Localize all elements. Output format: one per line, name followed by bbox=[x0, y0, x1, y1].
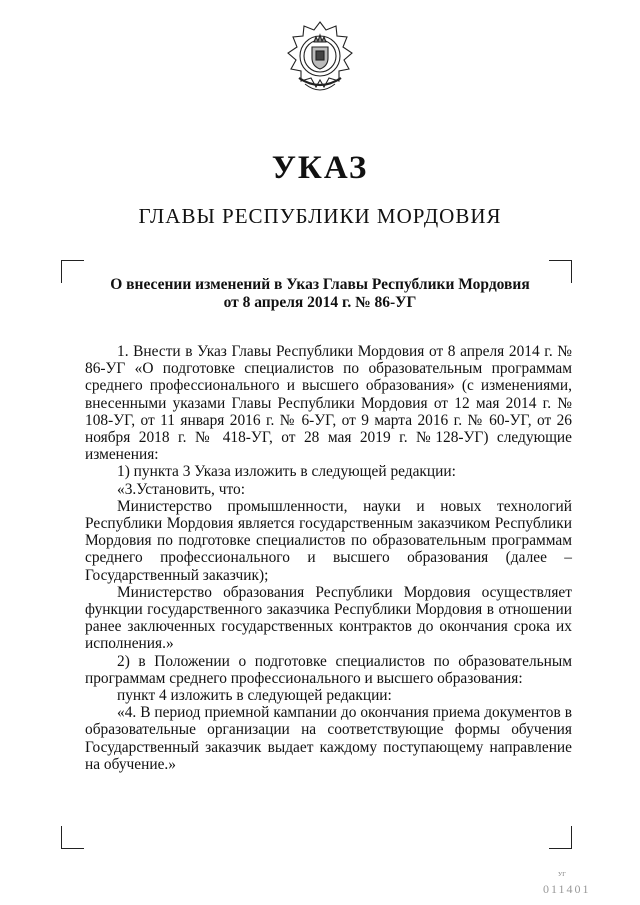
paragraph: пункт 4 изложить в следующей редакции: bbox=[117, 687, 392, 705]
footer-stamp: УГ bbox=[558, 872, 566, 878]
corner-mark-bottom-left bbox=[61, 826, 84, 849]
paragraph: 2) в Положении о подготовке специалистов по образовательным программам среднего профессионального и высшего образования: bbox=[85, 652, 572, 687]
decree-body bbox=[85, 343, 572, 773]
subject-line-1: О внесении изменений в Указ Главы Республики Мордовия bbox=[110, 276, 530, 293]
coat-of-arms-emblem bbox=[285, 20, 355, 98]
document-type-title: УКАЗ bbox=[271, 150, 369, 186]
corner-mark-top-right bbox=[549, 260, 572, 283]
page-number: 011401 bbox=[543, 882, 591, 896]
paragraph: «4. В период приемной кампании до окончания приема документов в образовательные организации на соответствующие формы обучения Государственный заказчик выдает каждому поступающему направление на обучение.» bbox=[85, 704, 572, 773]
decree-subject bbox=[100, 276, 540, 312]
paragraph: Министерство образования Республики Мордовия осуществляет функции государственного заказчика Республики Мордовия в отношении ранее заключенных государственных контрактов до окончания срока их исполнения.» bbox=[85, 583, 572, 653]
corner-mark-top-left bbox=[61, 260, 84, 283]
paragraph: Министерство промышленности, науки и новых технологий Республики Мордовия является государственным заказчиком Республики Мордовия по подготовке специалистов по образовательным программам среднего профессионального и высшего образования (далее – Государственный заказчик); bbox=[85, 497, 572, 584]
issuing-authority: ГЛАВЫ РЕСПУБЛИКИ МОРДОВИЯ bbox=[138, 204, 502, 228]
paragraph: 1) пункта 3 Указа изложить в следующей редакции: bbox=[117, 463, 456, 481]
paragraph: «3.Установить, что: bbox=[117, 480, 245, 498]
subject-line-2: от 8 апреля 2014 г. № 86-УГ bbox=[223, 294, 417, 311]
paragraph: 1. Внести в Указ Главы Республики Мордовия от 8 апреля 2014 г. № 86-УГ «О подготовке специалистов по образовательным программам среднего профессионального и высшего образования» (с изменениями, внесенными указами Главы Республики Мордовия от 12 мая 2014 г. № 108-УГ, от 11 января 2016 г. № 6-УГ, от 9 марта 2016 г. № 60-УГ, от 26 ноября 2018 г. № 418-УГ, от 28 мая 2019 г. №128-УГ) следующие изменения: bbox=[85, 343, 572, 464]
corner-mark-bottom-right bbox=[549, 826, 572, 849]
